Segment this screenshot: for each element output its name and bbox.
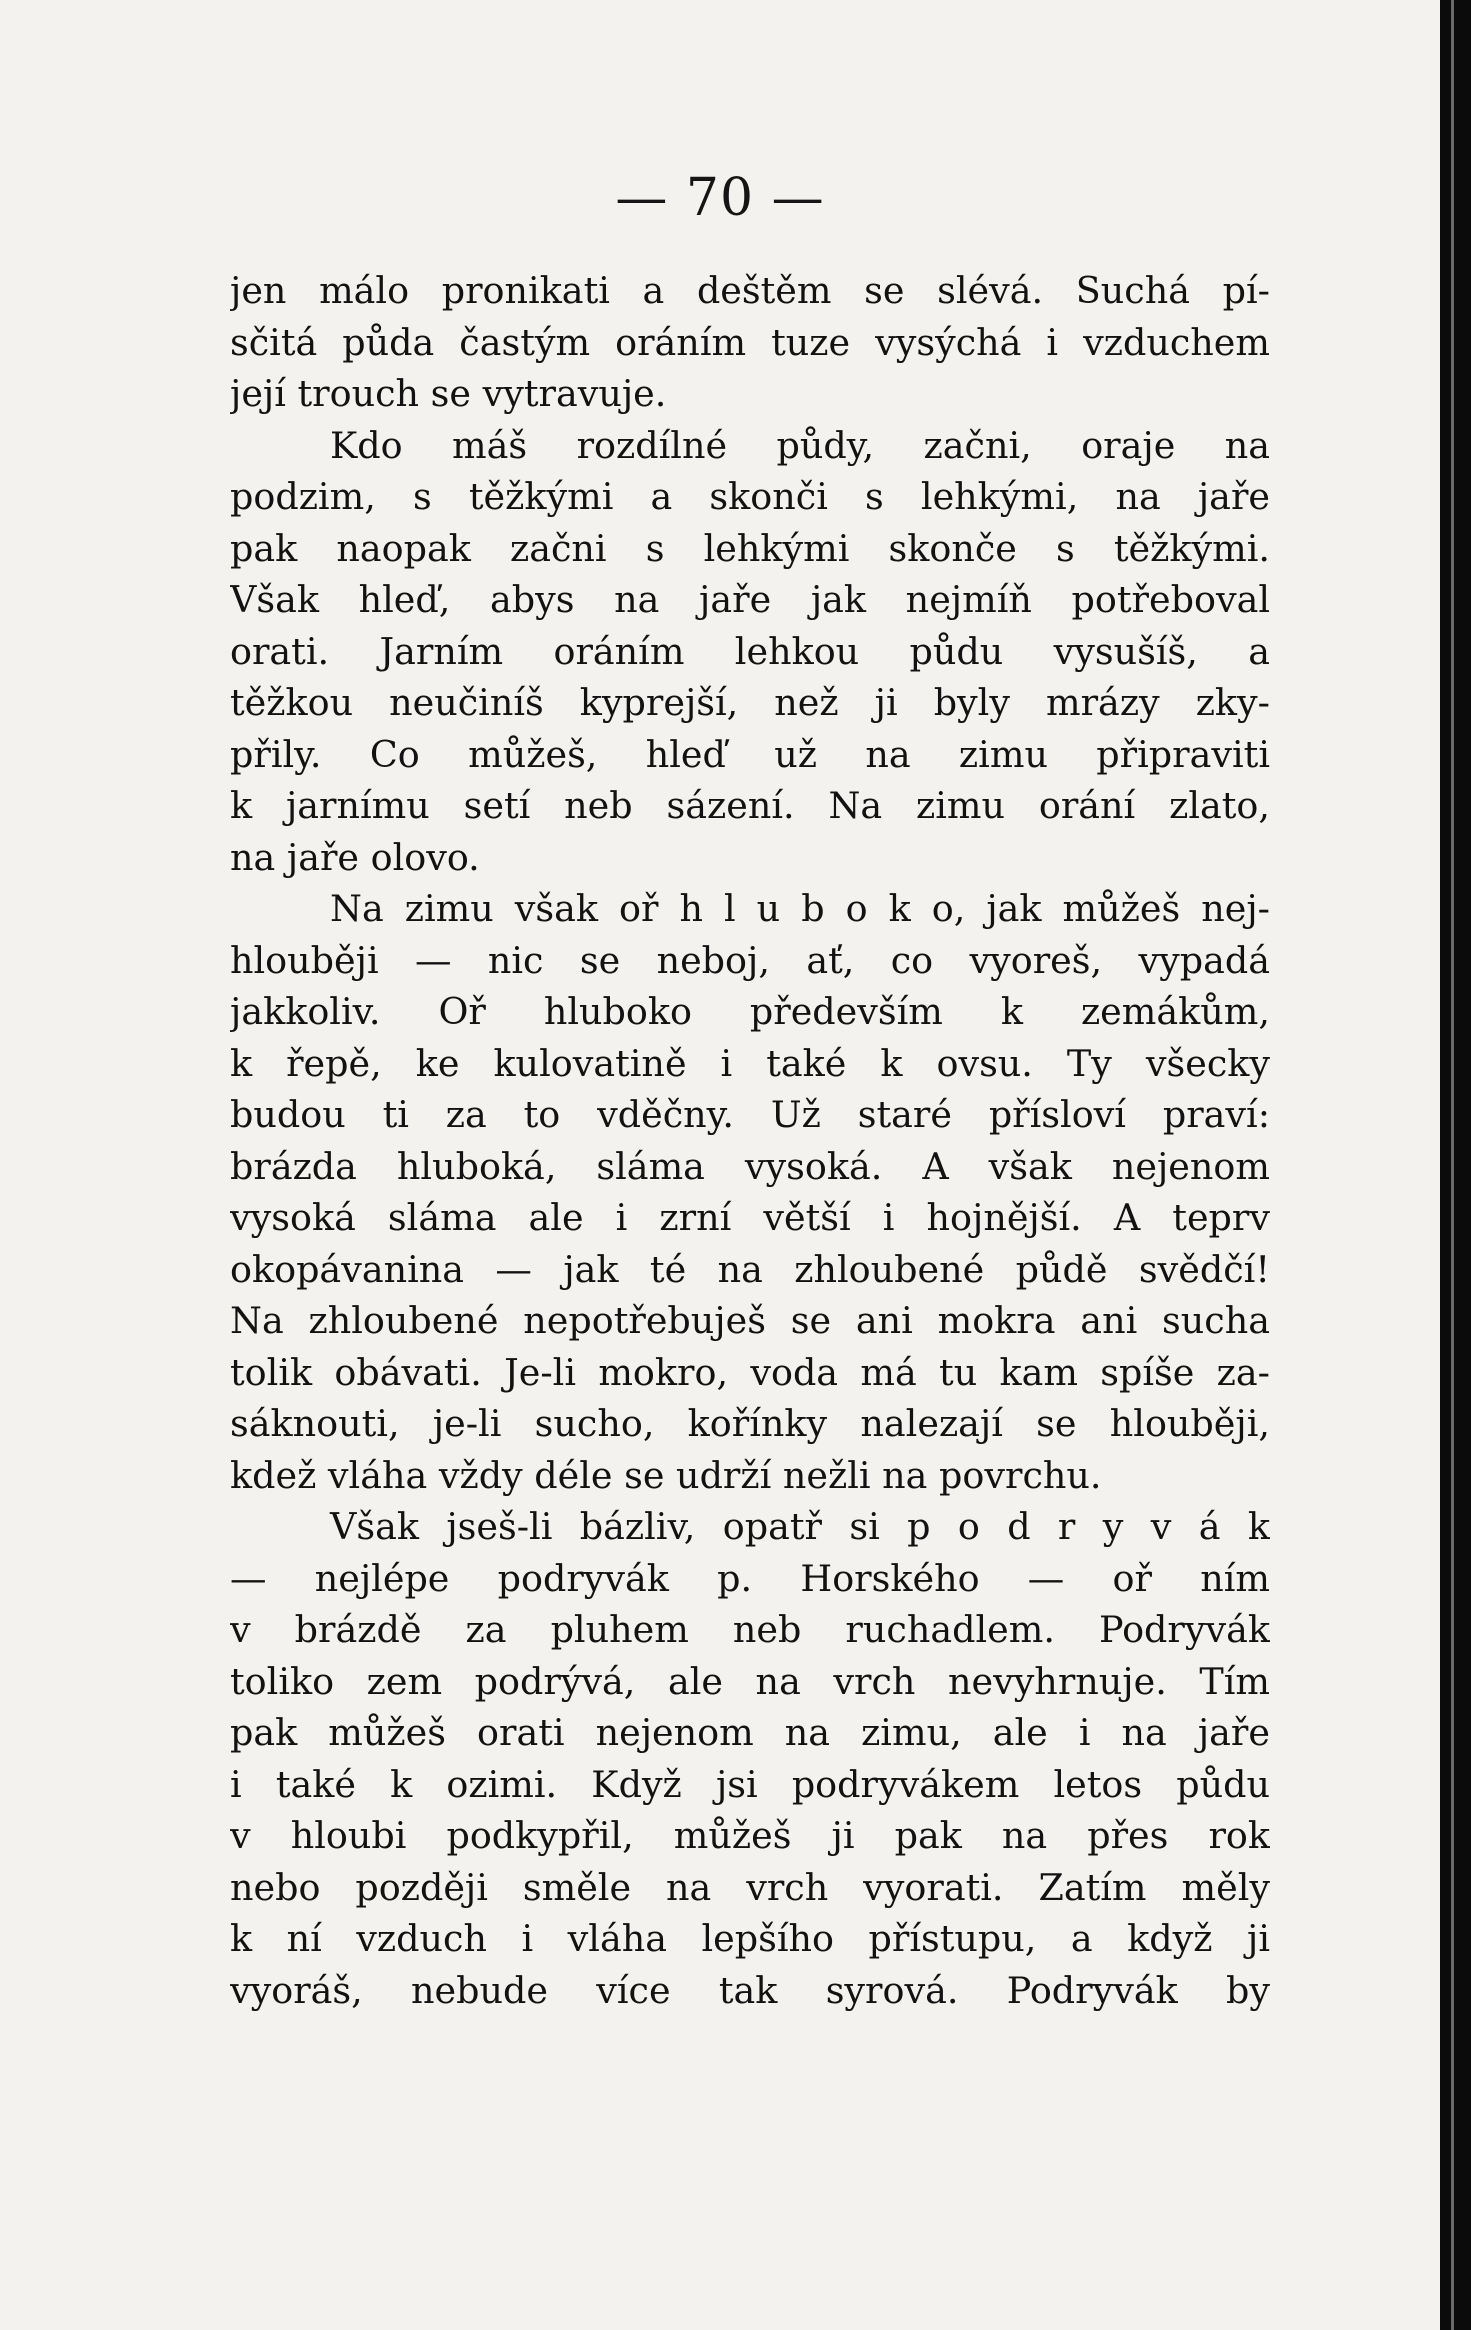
text-line: v hloubi podkypřil, můžeš ji pak na přes rok — [230, 1814, 1270, 1857]
text-line: — nejlépe podryvák p. Horského — oř ním — [230, 1556, 1270, 1600]
text-line: i také k ozimi. Když jsi podryvákem letos půdu — [230, 1762, 1270, 1806]
text-line: sčitá půda častým oráním tuze vysýchá i vzduchem — [230, 320, 1270, 364]
text-line: pak můžeš orati nejenom na zimu, ale i na jaře — [230, 1711, 1270, 1754]
text-line: přily. Co můžeš, hleď už na zimu připraviti — [230, 732, 1270, 776]
text-line: jakkoliv. Oř hluboko především k zemákům, — [230, 990, 1270, 1033]
text-line: na jaře olovo. — [230, 835, 480, 879]
text-line: k jarnímu setí neb sázení. Na zimu orání zlato, — [230, 784, 1270, 827]
text-line: podzim, s těžkými a skonči s lehkými, na jaře — [230, 475, 1270, 518]
text-line: Na zhloubené nepotřebuješ se ani mokra ani sucha — [230, 1299, 1270, 1342]
text-line: sáknouti, je-li sucho, kořínky nalezají se hlouběji, — [230, 1402, 1270, 1445]
text-line: pak naopak začni s lehkými skonče s těžkými. — [230, 526, 1270, 570]
text-line: jen málo pronikati a deštěm se slévá. Suchá pí- — [230, 269, 1270, 312]
page-edge-line — [1451, 0, 1454, 2330]
text-line: hlouběji — nic se neboj, ať, co vyoreš, vypadá — [230, 938, 1270, 982]
text-line: její trouch se vytravuje. — [230, 372, 667, 415]
body-text — [230, 265, 1270, 2016]
text-line: toliko zem podrývá, ale na vrch nevyhrnuje. Tím — [230, 1659, 1270, 1703]
text-line: Kdo máš rozdílné půdy, začni, oraje na — [330, 423, 1270, 467]
text-line: okopávanina — jak té na zhloubené půdě svědčí! — [230, 1247, 1270, 1291]
text-line: v brázdě za pluhem neb ruchadlem. Podryvák — [230, 1608, 1270, 1651]
text-line: Na zimu však oř h l u b o k o, jak můžeš nej- — [330, 887, 1270, 930]
text-line: nebo později směle na vrch vyorati. Zatím měly — [230, 1865, 1270, 1909]
text-line: Však jseš-li bázliv, opatř si p o d r y v á k — [330, 1505, 1270, 1548]
text-line: kdež vláha vždy déle se udrží nežli na povrchu. — [230, 1453, 1102, 1497]
page-edge — [1440, 0, 1471, 2330]
text-line: těžkou neučiníš kyprejší, než ji byly mrázy zky- — [230, 681, 1270, 724]
text-line: k ní vzduch i vláha lepšího přístupu, a když ji — [230, 1917, 1270, 1960]
text-line: vysoká sláma ale i zrní větší i hojnější. A teprv — [230, 1196, 1270, 1239]
text-line: vyoráš, nebude více tak syrová. Podryvák by — [230, 1968, 1270, 2012]
page-number: — 70 — — [615, 168, 825, 228]
text-line: tolik obávati. Je-li mokro, voda má tu kam spíše za- — [230, 1350, 1270, 1394]
text-line: orati. Jarním oráním lehkou půdu vysušíš, a — [230, 629, 1270, 673]
text-line: budou ti za to vděčny. Už staré přísloví praví: — [230, 1093, 1270, 1136]
text-line: brázda hluboká, sláma vysoká. A však nejenom — [230, 1144, 1270, 1188]
text-line: Však hleď, abys na jaře jak nejmíň potřeboval — [230, 578, 1270, 621]
text-line: k řepě, ke kulovatině i také k ovsu. Ty všecky — [230, 1041, 1270, 1085]
